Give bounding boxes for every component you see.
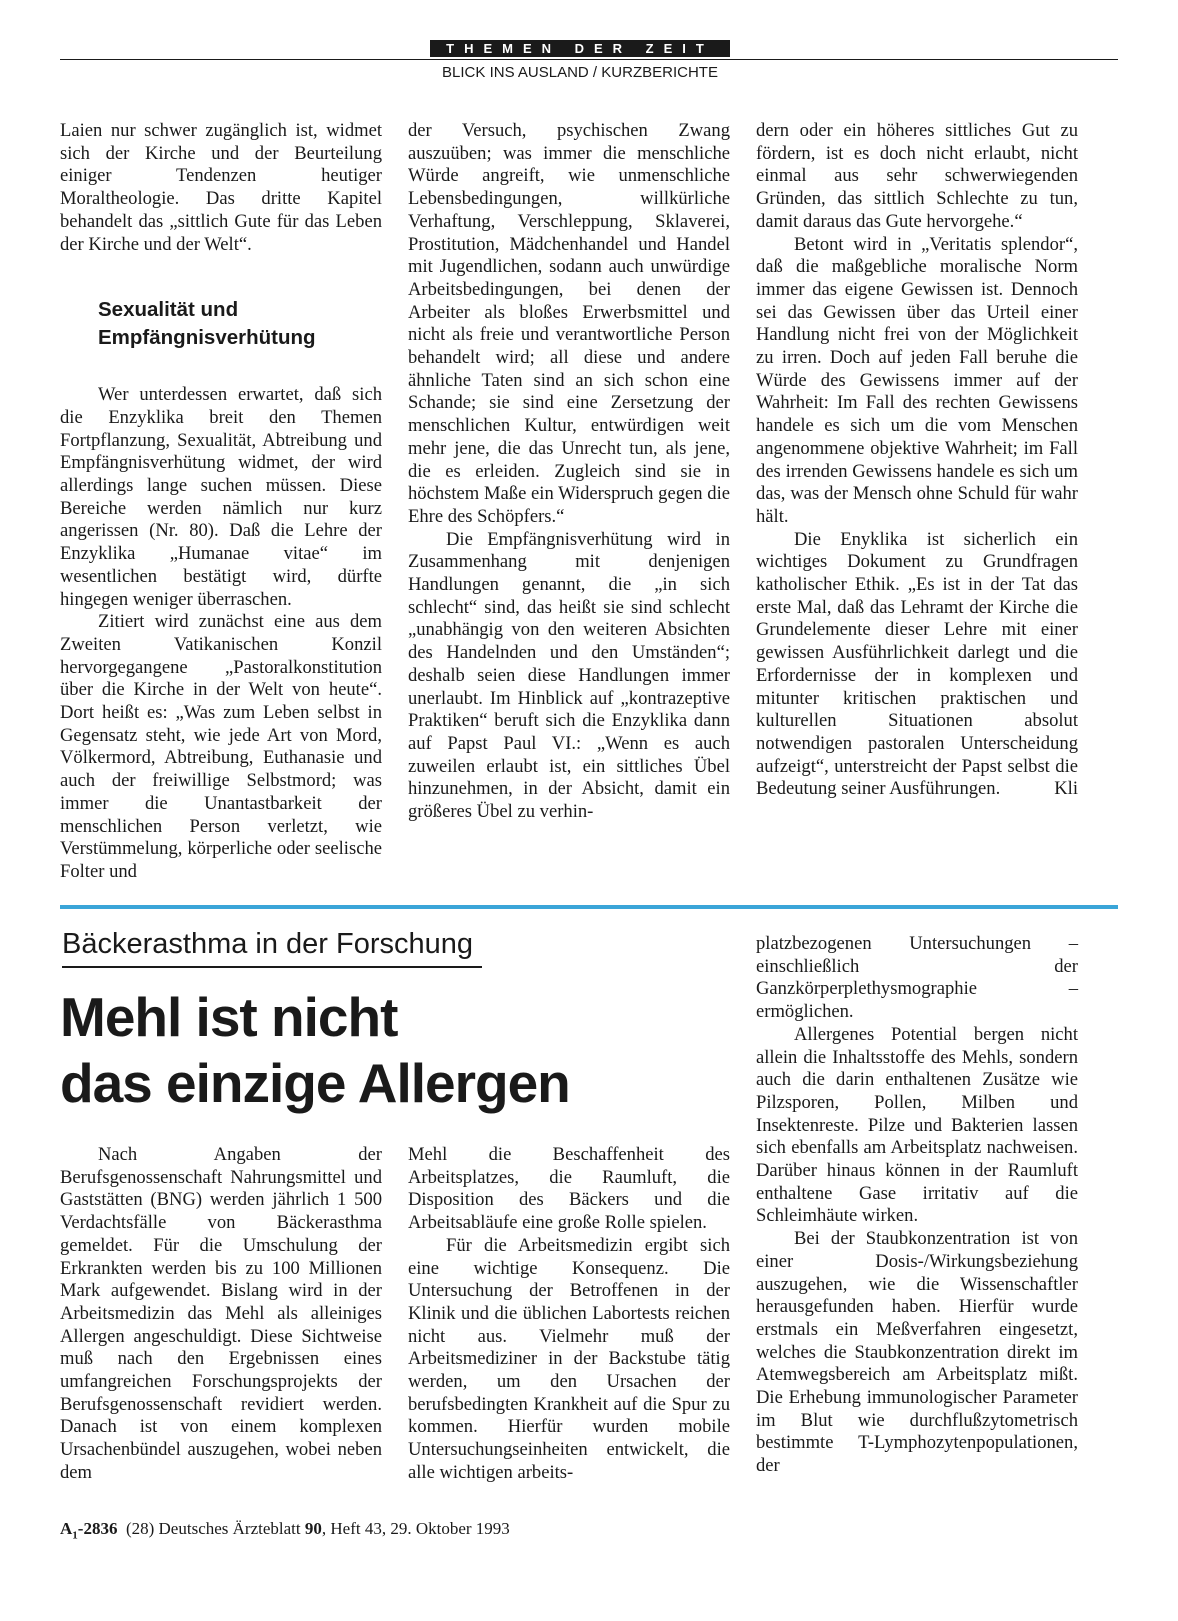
kicker-underline bbox=[62, 966, 482, 968]
paragraph: Wer unterdessen erwartet, daß sich die Enzyklika breit den Themen Fortpflanzung, Sexualität, Abtreibung und Empfängnisverhütung widmet, der wird allerdings lange suchen müssen. Diese Bereiche werden nämlich nur kurz angerissen (Nr. 80). Daß die Lehre der Enzyklika „Humanae vitae“ im wesentlichen bestätigt wird, dürfte hingegen weniger überraschen. bbox=[60, 384, 382, 610]
page-code: $A_1-2836$ bbox=[60, 1519, 118, 1542]
paragraph: Betont wird in „Veritatis splendor“, daß die maßgebliche moralische Norm immer das eigene Gewissen ist. Dennoch sei das Gewissen über das Urteil einer Handlung nicht frei von der Möglichkeit zu irren. Doch auf jeden Fall beruhe die Würde des Gewissens immer auf der Wahrheit: Im Fall des rechten Gewissens handele es sich um die vom Menschen angenommene objektive Wahrheit; im Fall des irrenden Gewissens handele es sich um das, was der Mensch ohne Schuld für wahr hält. bbox=[756, 233, 1078, 527]
paragraph: dern oder ein höheres sittliches Gut zu fördern, ist es doch nicht erlaubt, nicht einmal aus sehr schwerwiegenden Gründen, das sittlich Schlechte zu tun, damit daraus das Gute hervorgehe.“ bbox=[756, 120, 1078, 232]
paragraph: Bei der Staubkonzentration ist von einer Dosis-/Wirkungsbeziehung auszugehen, wie die Wissenschaftler herausgefunden haben. Hierfür wurde erstmals ein Meßverfahren eingesetzt, welches die Staubkonzentration direkt im Atemwegsbereich am Arbeitsplatz mißt. Die Erhebung immunologischer Parameter im Blut wie durchflußzytometrisch bestimmte T-Lymphozytenpopulationen, der bbox=[756, 1228, 1078, 1477]
article2-kicker: Bäckerasthma in der Forschung bbox=[62, 928, 474, 960]
paragraph: Mehl die Beschaffenheit des Arbeitsplatzes, die Raumluft, die Disposition des Bäckers und die Arbeitsabläufe eine große Rolle spielen. bbox=[408, 1144, 730, 1234]
paragraph: Allergenes Potential bergen nicht allein die Inhaltsstoffe des Mehls, sondern auch die darin enthaltenen Zusätze wie Pilzsporen, Pollen, Milben und Insektenreste. Pilze und Bakterien lassen sich ebenfalls am Arbeitsplatz nachweisen. Darüber hinaus können in der Raumluft enthaltene Gase irritativ auf die Schleimhäute wirken. bbox=[756, 1023, 1078, 1227]
paragraph: Für die Arbeitsmedizin ergibt sich eine wichtige Konsequenz. Die Untersuchung der Betroffenen in der Klinik und die üblichen Labortests reichen nicht aus. Vielmehr muß der Arbeitsmediziner in der Backstube tätig werden, um den Ursachen der berufsbedingten Krankheit auf die Spur zu kommen. Hierfür wurden mobile Untersuchungseinheiten entwickelt, die alle wichtigen arbeits- bbox=[408, 1234, 730, 1483]
page-footer bbox=[60, 1519, 510, 1541]
article2-column-3 bbox=[756, 933, 1078, 1478]
issue-date: , Heft 43, 29. Oktober 1993 bbox=[321, 1519, 510, 1538]
headline-line-2: das einzige Allergen bbox=[60, 1052, 570, 1114]
article2-column-2 bbox=[408, 1144, 730, 1485]
section-label: THEMEN DER ZEIT bbox=[430, 40, 730, 57]
paragraph: platzbezogenen Untersuchungen – einschließlich der Ganzkörperplethysmographie – ermöglichen. bbox=[756, 933, 1078, 1023]
author-signature: Kli bbox=[1054, 778, 1078, 800]
article1-column-2 bbox=[408, 120, 730, 824]
article2-column-1 bbox=[60, 1144, 382, 1485]
article1-column-1 bbox=[60, 120, 382, 884]
paragraph: Nach Angaben der Berufsgenossenschaft Nahrungsmittel und Gaststätten (BNG) werden jährlich 1 500 Verdachtsfälle von Bäckerasthma gemeldet. Für die Umschulung der Erkrankten werden bis zu 100 Millionen Mark aufgewendet. Bislang wird in der Arbeitsmedizin das Mehl als alleiniges Allergen angeschuldigt. Diese Sichtweise muß nach den Ergebnissen eines umfangreichen Forschungsprojekts der Berufsgenossenschaft revidiert werden. Danach ist von einem komplexen Ursachenbündel auszugehen, wobei neben dem bbox=[60, 1144, 382, 1483]
paragraph-text: Die Enyklika ist sicherlich ein wichtiges Dokument zu Grundfragen katholischer Ethik. „Es ist in der Tat das erste Mal, daß das Lehramt der Kirche die Grundelemente dieser Lehre mit einer gewissen Ausführlichkeit darlegt und die Erfordernisse der in komplexen und mitunter kritischen praktischen und kulturellen Situationen absolut notwendigen pastoralen Unterscheidung aufzeigt“, unterstreicht der Papst selbst die Bedeutung seiner Ausführungen. bbox=[756, 528, 1078, 800]
paragraph: Zitiert wird zunächst eine aus dem Zweiten Vatikanischen Konzil hervorgegangene „Pastoralkonstitution über die Kirche in der Welt von heute“. Dort heißt es: „Was zum Leben selbst in Gegensatz steht, wie jede Art von Mord, Völkermord, Abtreibung, Euthanasie und auch der freiwillige Selbstmord; was immer die Unantastbarkeit der menschlichen Person verletzt, wie Verstümmelung, körperliche oder seelische Folter und bbox=[60, 611, 382, 882]
article1-column-3 bbox=[756, 120, 1078, 801]
section-subtitle: BLICK INS AUSLAND / KURZBERICHTE bbox=[442, 64, 718, 81]
headline-line-1: Mehl ist nicht bbox=[60, 986, 398, 1048]
header-rule bbox=[60, 59, 1118, 60]
paragraph: der Versuch, psychischen Zwang auszuüben; was immer die menschliche Würde angreift, wie unmenschliche Lebensbedingungen, willkürliche Verhaftung, Verschleppung, Sklaverei, Prostitution, Mädchenhandel und Handel mit Jugendlichen, sodann auch unwürdige Arbeitsbedingungen, bei denen der Arbeiter als bloßes Erwerbsmittel und nicht als freie und verantwortliche Person behandelt wird; all diese und andere ähnliche Taten sind an sich schon eine Schande; sie sind eine Zersetzung der menschlichen Kultur, entwürdigen weit mehr jene, die das Unrecht tun, als jene, die es erleiden. Zugleich sind sie in höchstem Maße ein Widerspruch gegen die Ehre des Schöpfers.“ bbox=[408, 120, 730, 527]
article-divider bbox=[60, 905, 1118, 909]
journal-name: Deutsches Ärzteblatt bbox=[158, 1519, 301, 1538]
article2-headline bbox=[60, 984, 740, 1116]
subheading: Sexualität und Empfängnisverhütung bbox=[98, 298, 316, 350]
paragraph bbox=[756, 529, 1078, 801]
volume: 90 bbox=[304, 1519, 322, 1538]
paragraph: Laien nur schwer zugänglich ist, widmet sich der Kirche und der Beurteilung einiger Tendenzen heutiger Moraltheologie. Das dritte Kapitel behandelt das „sittlich Gute für das Leben der Kirche und der Welt“. bbox=[60, 120, 382, 255]
issue-page: (28) bbox=[125, 1519, 155, 1538]
paragraph: Die Empfängnisverhütung wird in Zusammenhang mit denjenigen Handlungen genannt, die „in sich schlecht“ sind, das heißt sie sind schlecht „unabhängig von den weiteren Absichten des Handelnden und den Umständen“; deshalb seien diese Handlungen immer unerlaubt. Im Hinblick auf „kontrazeptive Praktiken“ beruft sich die Enzyklika dann auf Papst Paul VI.: „Wenn es auch zuweilen erlaubt ist, ein sittliches Übel hinzunehmen, in der Absicht, damit ein größeres Übel zu verhin- bbox=[408, 528, 730, 823]
